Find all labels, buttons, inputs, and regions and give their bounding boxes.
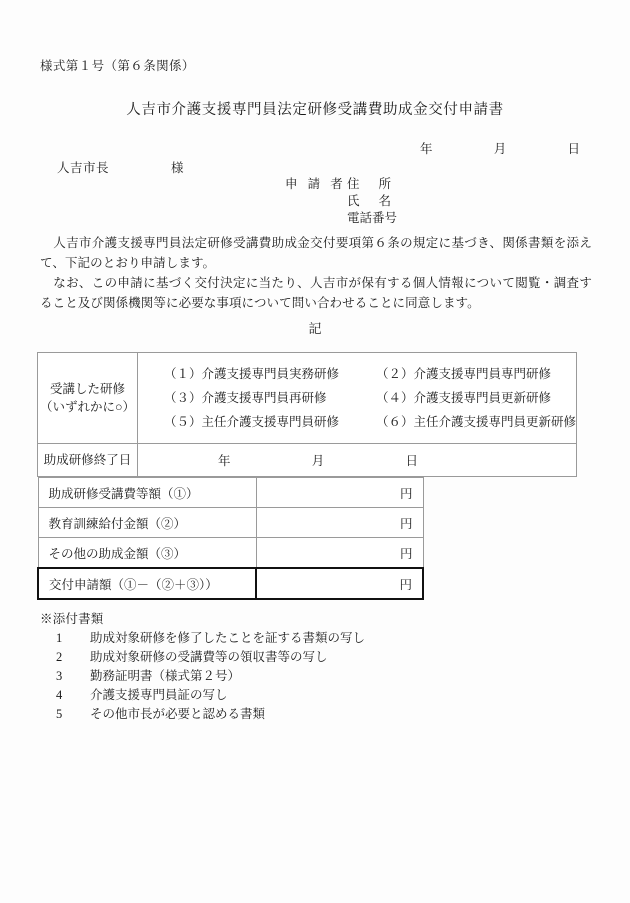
amount-label-4: 交付申請額（①－（②＋③）） [38, 568, 256, 599]
attachments-list [40, 629, 365, 724]
amount-label-2: 教育訓練給付金額（②） [38, 508, 256, 538]
courses-label-line2: （いずれかに○） [39, 400, 136, 414]
courses-label-cell [38, 353, 138, 444]
amount-label-3: その他の助成金額（③） [38, 538, 256, 569]
amounts-table [37, 477, 424, 600]
list-item [40, 667, 365, 686]
table-row [38, 478, 423, 508]
courses-row [38, 353, 577, 444]
list-item [40, 686, 365, 705]
end-date-label-cell: 助成研修終了日 [38, 444, 138, 477]
applicant-tag-spacer-2 [285, 210, 347, 227]
applicant-address-label: 住 所 [347, 177, 392, 191]
end-date-month-label: 月 [311, 454, 325, 468]
list-item [40, 705, 365, 724]
list-item [40, 629, 365, 648]
attachments-heading: ※添付書類 [40, 612, 104, 626]
applicant-block [285, 176, 417, 227]
course-option-row [138, 362, 576, 386]
date-month-label: 月 [493, 142, 507, 156]
amount-value-2[interactable] [256, 508, 423, 538]
applicant-tag: 申 請 者 [285, 177, 347, 191]
course-option-2[interactable]: （２）介護支援専門員専門研修 [375, 367, 551, 381]
attachment-text-1: 助成対象研修を修了したことを証する書類の写し [90, 631, 366, 645]
table-row [38, 508, 423, 538]
courses-table [37, 352, 577, 477]
applicant-name-row [285, 193, 417, 210]
attachment-text-3: 勤務証明書（様式第２号） [90, 669, 241, 683]
course-option-4[interactable]: （４）介護支援専門員更新研修 [375, 391, 551, 405]
course-option-row [138, 386, 576, 410]
body-paragraph-1: 人吉市介護支援専門員法定研修受講費助成金交付要項第６条の規定に基づき、関係書類を添えて、下記のとおり申請します。 [40, 236, 592, 270]
currency-unit: 円 [399, 577, 412, 592]
attachment-text-4: 介護支援専門員証の写し [90, 688, 228, 702]
currency-unit: 円 [399, 516, 413, 531]
currency-unit: 円 [399, 486, 413, 501]
addressee-honorific: 様 [171, 161, 185, 175]
attachment-number-5: 5 [56, 707, 63, 721]
currency-unit: 円 [399, 546, 413, 561]
applicant-tag-spacer [285, 193, 347, 210]
attachment-text-2: 助成対象研修の受講費等の領収書等の写し [90, 650, 328, 664]
attachment-text-5: その他市長が必要と認める書類 [90, 707, 266, 721]
applicant-name-label: 氏 名 [347, 194, 392, 208]
end-date-input-cell[interactable] [137, 444, 576, 477]
courses-label-line1: 受講した研修 [49, 382, 125, 396]
courses-options-cell [137, 353, 576, 444]
date-day-label: 日 [567, 142, 580, 156]
addressee-name: 人吉市長 [57, 161, 110, 175]
end-date-year-label: 年 [217, 454, 231, 468]
applicant-phone-label: 電話番号 [347, 211, 398, 225]
course-option-6[interactable]: （６）主任介護支援専門員更新研修 [375, 415, 576, 429]
amount-value-1[interactable] [256, 478, 423, 508]
table-row-total [38, 568, 423, 599]
date-line [420, 139, 580, 157]
ki-marker: 記 [308, 321, 322, 336]
course-option-row [138, 410, 576, 434]
table-row [38, 538, 423, 569]
body-paragraph-2: なお、この申請に基づく交付決定に当たり、人吉市が保有する個人情報について閲覧・調査すること及び関係機関等に必要な事項について問い合わせることに同意します。 [40, 276, 592, 310]
attachment-number-2: 2 [56, 650, 63, 664]
end-date-row [38, 444, 577, 477]
attachments-section [40, 610, 365, 724]
course-option-3[interactable]: （３）介護支援専門員再研修 [163, 391, 327, 405]
form-number: 様式第１号（第６条関係） [40, 59, 195, 73]
amount-value-4[interactable] [256, 568, 423, 599]
list-item [40, 648, 365, 667]
applicant-phone-row [285, 210, 417, 227]
applicant-address-row [285, 176, 417, 193]
date-year-label: 年 [420, 142, 433, 156]
amount-value-3[interactable] [256, 538, 423, 569]
amount-label-1: 助成研修受講費等額（①） [38, 478, 256, 508]
addressee [57, 158, 184, 176]
course-option-1[interactable]: （１）介護支援専門員実務研修 [163, 367, 339, 381]
attachment-number-4: 4 [56, 688, 63, 702]
attachment-number-1: 1 [56, 631, 63, 645]
end-date-day-label: 日 [405, 454, 418, 468]
attachment-number-3: 3 [56, 669, 63, 683]
course-option-5[interactable]: （５）主任介護支援専門員研修 [163, 415, 339, 429]
page-title: 人吉市介護支援専門員法定研修受講費助成金交付申請書 [126, 102, 504, 118]
